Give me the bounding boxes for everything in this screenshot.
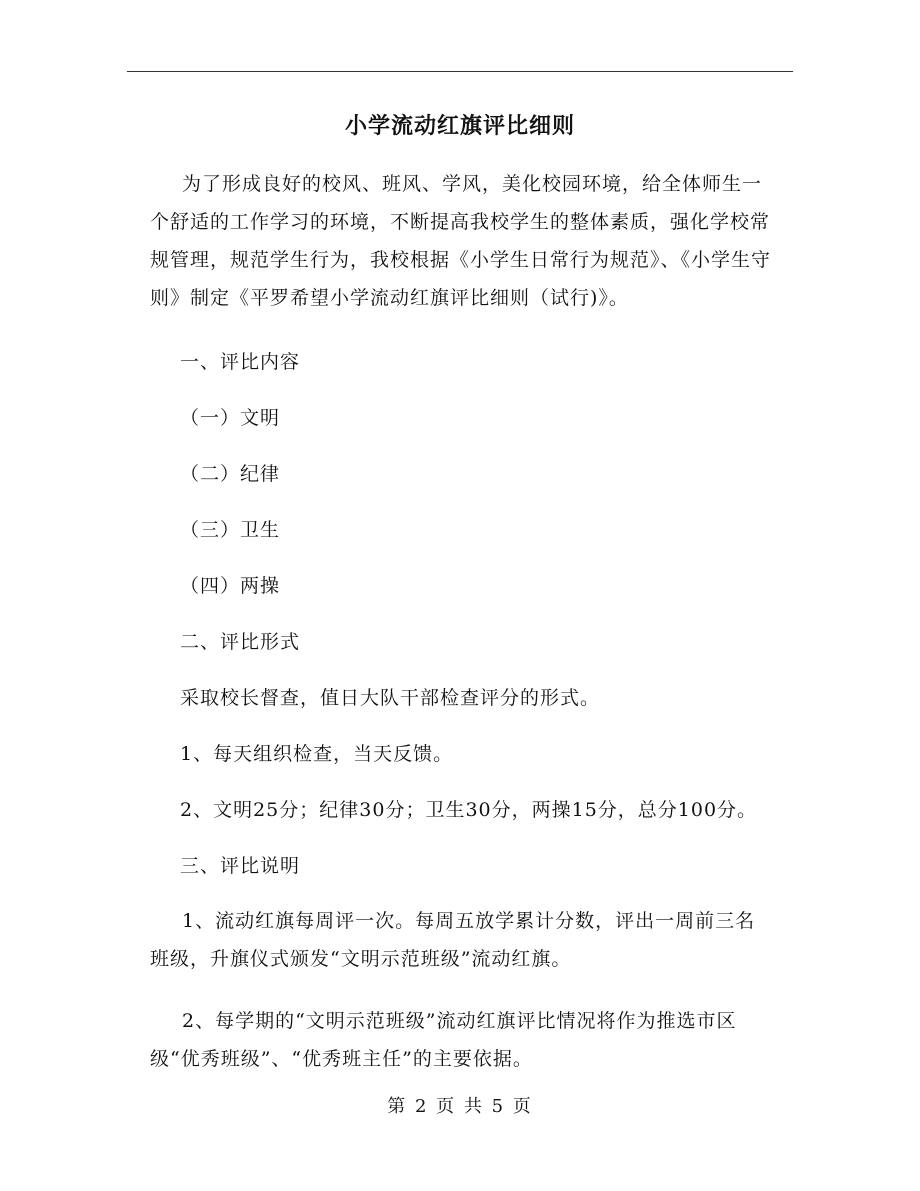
page-number: 第 2 页 共 5 页 xyxy=(387,1096,533,1117)
section1-item: （四）两操 xyxy=(180,575,281,597)
section1-item: （二）纪律 xyxy=(180,463,281,485)
header-rule xyxy=(127,71,793,72)
section3-para2-line-1: 2、每学期的“文明示范班级”流动红旗评比情况将作为推选市区 xyxy=(182,1010,737,1032)
section3-paragraph-2 xyxy=(150,1002,790,1078)
section1-item: （三）卫生 xyxy=(180,519,281,541)
section1-item: （一）文明 xyxy=(180,407,281,429)
section3-para2-line-2: 级“优秀班级”、“优秀班主任”的主要依据。 xyxy=(150,1048,533,1070)
intro-line-2: 个舒适的工作学习的环境，不断提高我校学生的整体素质，强化学校常 xyxy=(150,211,771,233)
section2-item: 1、每天组织检查，当天反馈。 xyxy=(180,743,454,765)
section2-item: 2、文明25分；纪律30分；卫生30分，两操15分，总分100分。 xyxy=(180,799,758,821)
document-title: 小学流动红旗评比细则 xyxy=(344,113,575,139)
intro-paragraph xyxy=(150,165,790,317)
section3-heading: 三、评比说明 xyxy=(180,855,301,877)
intro-line-1: 为了形成良好的校风、班风、学风，美化校园环境，给全体师生一 xyxy=(182,173,763,195)
intro-line-4: 则》制定《平罗希望小学流动红旗评比细则（试行)》。 xyxy=(150,287,629,309)
section2-heading: 二、评比形式 xyxy=(180,631,301,653)
intro-line-3: 规管理，规范学生行为，我校根据《小学生日常行为规范》、《小学生守 xyxy=(150,249,772,271)
section3-para1-line-1: 1、流动红旗每周评一次。每周五放学累计分数，评出一周前三名 xyxy=(182,910,756,932)
section3-paragraph-1 xyxy=(150,902,790,978)
section2-text: 采取校长督查，值日大队干部检查评分的形式。 xyxy=(180,687,601,709)
section1-heading: 一、评比内容 xyxy=(180,351,301,373)
section3-para1-line-2: 班级，升旗仪式颁发“文明示范班级”流动红旗。 xyxy=(150,948,572,970)
